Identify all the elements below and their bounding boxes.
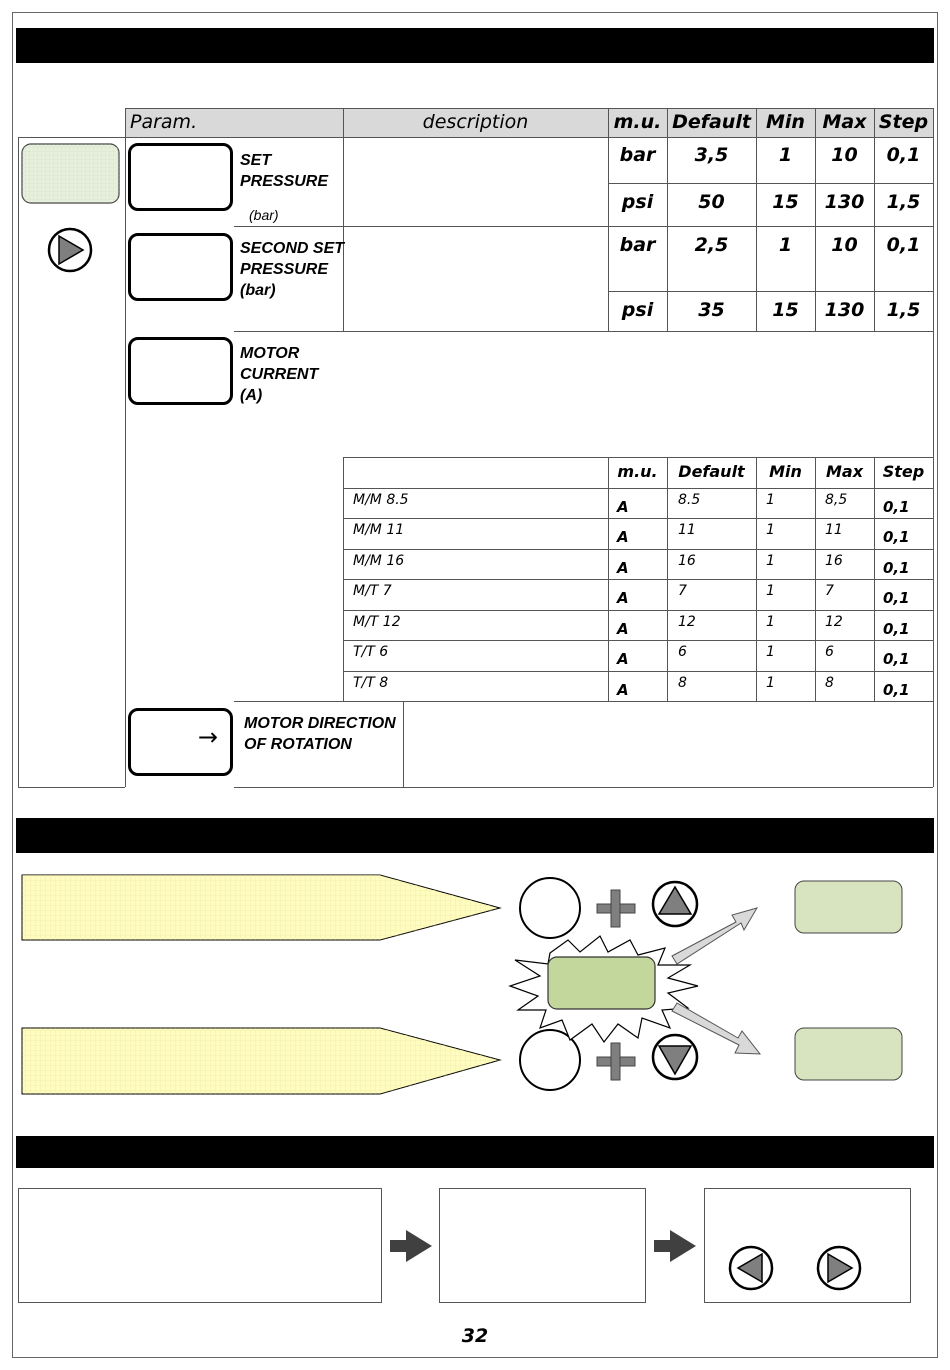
header-min: Min	[766, 111, 805, 133]
cell-mu: bar	[619, 144, 656, 166]
header-description: description	[422, 111, 529, 133]
cell-mu: psi	[621, 191, 654, 213]
arrow-right-icon	[390, 1228, 434, 1264]
arrow-right-icon	[654, 1228, 698, 1264]
cell-default: 50	[698, 191, 725, 213]
cell-step: 0,1	[883, 528, 910, 546]
sub-header-mu: m.u.	[617, 462, 658, 481]
cell-step: 1,5	[886, 299, 921, 321]
cell-mu: A	[617, 650, 629, 668]
cell-default: 16	[678, 553, 696, 569]
header-mu: m.u.	[613, 111, 662, 133]
cell-min: 15	[772, 299, 799, 321]
cell-mu: A	[617, 559, 629, 577]
play-right-button-icon[interactable]	[46, 226, 94, 274]
cell-model: M/M 8.5	[353, 492, 409, 508]
pointer-callout-bottom	[22, 1028, 500, 1094]
cell-step: 0,1	[883, 559, 910, 577]
sub-header-default: Default	[678, 462, 745, 481]
section-header-bar-top	[16, 28, 934, 63]
cell-max: 11	[825, 522, 843, 538]
cell-min: 1	[766, 644, 775, 660]
motor-current-display	[128, 337, 233, 405]
section-header-bar-middle	[16, 818, 934, 853]
cell-step: 1,5	[886, 191, 921, 213]
header-param: Param.	[130, 111, 198, 133]
cell-step: 0,1	[883, 650, 910, 668]
cell-model: T/T 8	[353, 675, 389, 691]
cell-default: 11	[678, 522, 696, 538]
cell-step: 0,1	[883, 589, 910, 607]
cell-model: M/T 12	[353, 614, 401, 630]
cell-default: 8	[678, 675, 687, 691]
motor-direction-display	[128, 708, 233, 776]
cell-max: 8,5	[825, 492, 848, 508]
play-left-button-icon[interactable]	[727, 1244, 775, 1292]
cell-mu: A	[617, 528, 629, 546]
cell-step: 0,1	[883, 620, 910, 638]
cell-min: 1	[766, 522, 775, 538]
sub-header-max: Max	[825, 462, 864, 481]
cell-mu: A	[617, 498, 629, 516]
cell-max: 130	[824, 191, 865, 213]
motor-direction-label: MOTOR DIRECTION OF ROTATION	[244, 715, 396, 753]
cell-max: 12	[825, 614, 843, 630]
sub-header-step: Step	[882, 462, 925, 481]
cell-default: 7	[678, 583, 687, 599]
cell-default: 2,5	[694, 234, 729, 256]
cell-min: 1	[778, 144, 793, 166]
header-default: Default	[672, 111, 751, 133]
cell-model: M/M 16	[353, 553, 405, 569]
second-set-pressure-display	[128, 233, 233, 301]
key-combination-diagram	[0, 860, 950, 1110]
mode-button-icon[interactable]	[520, 878, 580, 938]
cell-mu: A	[617, 589, 629, 607]
cell-max: 130	[824, 299, 865, 321]
plus-icon	[597, 890, 635, 927]
cell-max: 16	[825, 553, 843, 569]
cell-max: 10	[831, 234, 858, 256]
cell-min: 1	[766, 553, 775, 569]
cell-min: 1	[778, 234, 793, 256]
cell-model: M/M 11	[353, 522, 405, 538]
set-pressure-display	[128, 143, 233, 211]
cell-default: 6	[678, 644, 687, 660]
up-button-icon[interactable]	[653, 882, 697, 926]
down-button-icon[interactable]	[653, 1035, 697, 1079]
cell-mu: psi	[621, 299, 654, 321]
cell-min: 1	[766, 492, 775, 508]
page-number: 32	[461, 1325, 489, 1347]
set-pressure-label: SET PRESSURE	[240, 152, 329, 190]
arrow-right-icon: →	[197, 723, 218, 751]
center-display-icon	[548, 957, 655, 1009]
pointer-callout-top	[22, 875, 500, 940]
sub-header-min: Min	[769, 462, 802, 481]
cell-default: 8.5	[678, 492, 701, 508]
section-header-bar-bottom	[16, 1136, 934, 1168]
play-right-button-icon[interactable]	[815, 1244, 863, 1292]
header-step: Step	[878, 111, 929, 133]
step-box-3	[704, 1188, 911, 1303]
plus-icon	[597, 1043, 635, 1080]
cell-mu: A	[617, 620, 629, 638]
cell-step: 0,1	[883, 681, 910, 699]
cell-min: 1	[766, 614, 775, 630]
cell-min: 1	[766, 675, 775, 691]
cell-mu: bar	[619, 234, 656, 256]
result-display-up	[795, 881, 902, 933]
cell-default: 35	[698, 299, 725, 321]
cell-mu: A	[617, 681, 629, 699]
cell-default: 12	[678, 614, 696, 630]
cell-max: 7	[825, 583, 834, 599]
cell-max: 8	[825, 675, 834, 691]
second-set-pressure-label: SECOND SET PRESSURE (bar)	[240, 240, 345, 299]
lcd-display-icon	[21, 143, 121, 205]
cell-default: 3,5	[694, 144, 729, 166]
set-pressure-unit-note: (bar)	[249, 207, 279, 223]
cell-step: 0,1	[886, 144, 921, 166]
cell-step: 0,1	[886, 234, 921, 256]
step-box-2	[439, 1188, 646, 1303]
result-display-down	[795, 1028, 902, 1080]
cell-model: T/T 6	[353, 644, 389, 660]
cell-min: 15	[772, 191, 799, 213]
motor-current-label: MOTOR CURRENT (A)	[240, 345, 319, 404]
cell-min: 1	[766, 583, 775, 599]
cell-model: M/T 7	[353, 583, 392, 599]
cell-step: 0,1	[883, 498, 910, 516]
cell-max: 10	[831, 144, 858, 166]
header-max: Max	[822, 111, 867, 133]
step-box-1	[18, 1188, 382, 1303]
cell-max: 6	[825, 644, 834, 660]
